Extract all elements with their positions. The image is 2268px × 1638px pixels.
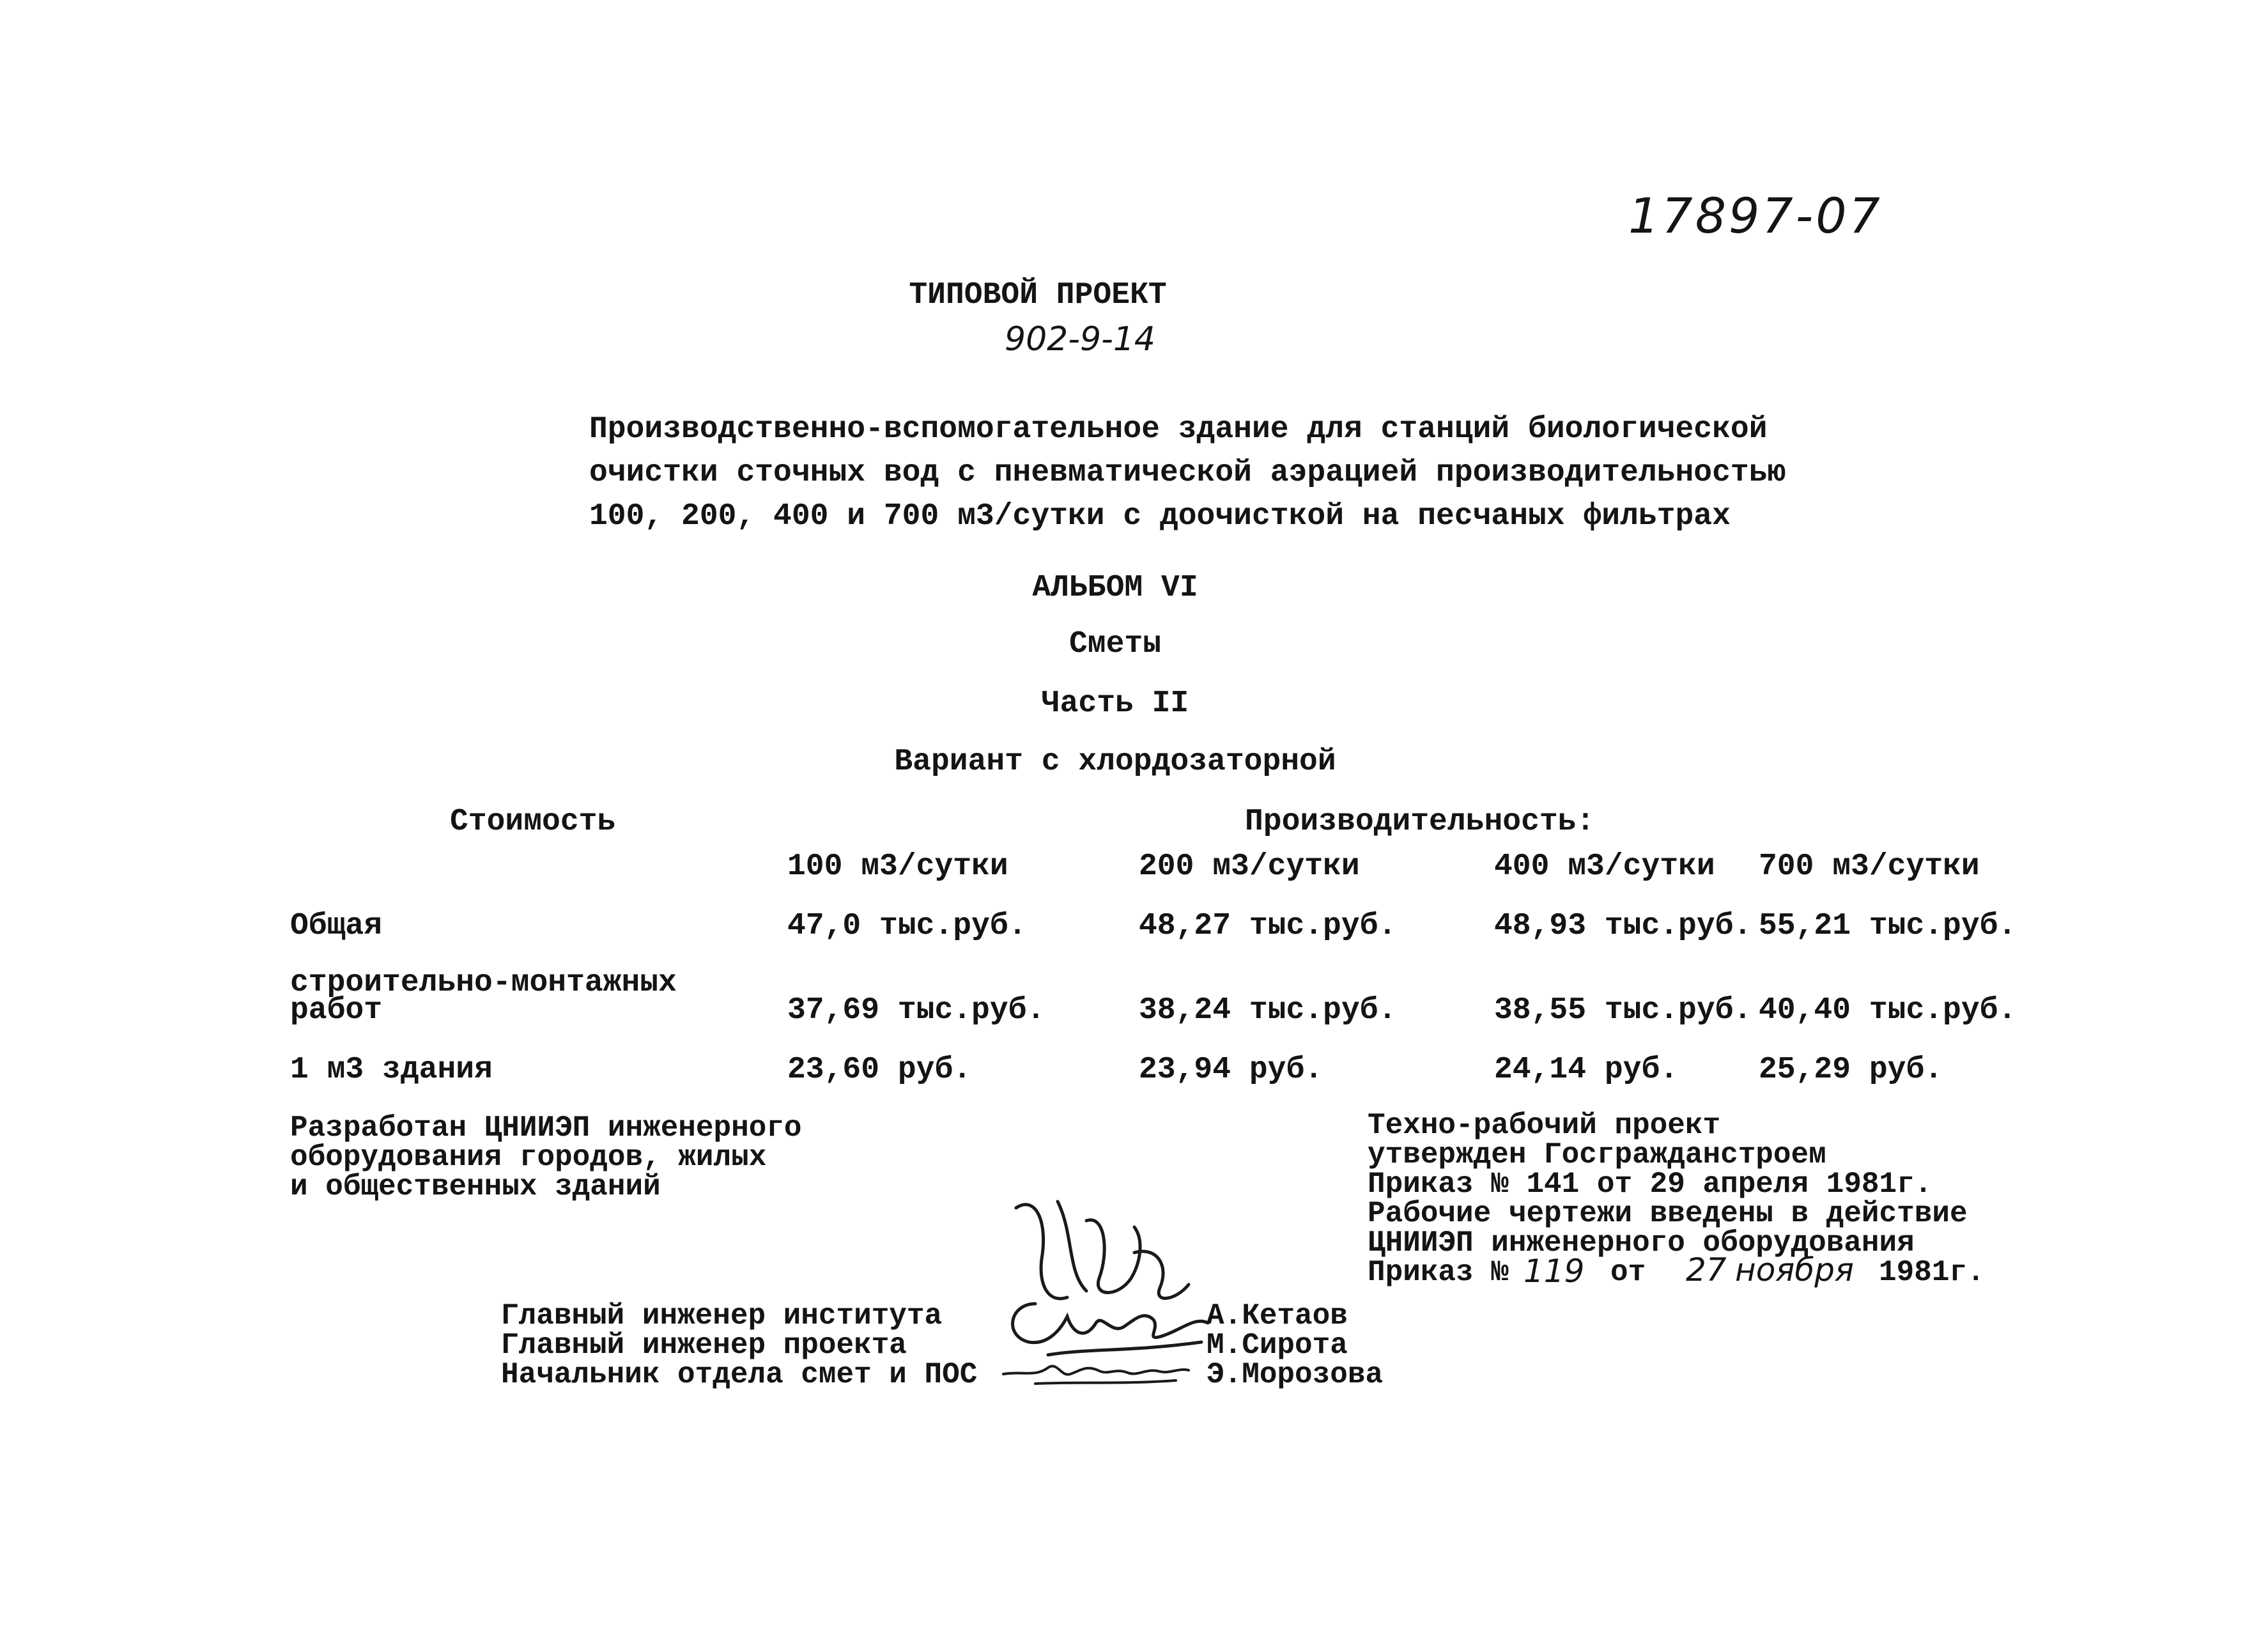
developed-by-line: и общественных зданий: [290, 1170, 661, 1203]
order-year: 1981г.: [1879, 1256, 1985, 1289]
capacity-200: 200 м3/сутки: [1139, 849, 1360, 884]
document-number: 17897-07: [1628, 187, 1883, 244]
table-cell: 40,40 тыс.руб.: [1759, 993, 2017, 1028]
row-label: 1 м3 здания: [290, 1053, 493, 1087]
approval-line: утвержден Госгражданстроем: [1368, 1138, 1826, 1171]
capacity-400: 400 м3/сутки: [1494, 849, 1715, 884]
developed-by-line: Разработан ЦНИИЭП инженерного: [290, 1111, 802, 1145]
signatory-name: М.Сирота: [1207, 1329, 1348, 1362]
signatory-name: Э.Морозова: [1207, 1358, 1384, 1391]
album-label: АЛЬБОМ VI: [1032, 571, 1198, 605]
cost-column-header: Стоимость: [450, 805, 616, 839]
capacity-header: Производительность:: [1245, 805, 1595, 839]
order-prefix: Приказ №: [1368, 1256, 1509, 1289]
capacity-700: 700 м3/сутки: [1759, 849, 1980, 884]
table-cell: 24,14 руб.: [1494, 1053, 1679, 1087]
row-label: строительно-монтажных: [290, 966, 677, 1000]
order-day: 27: [1686, 1251, 1727, 1288]
table-cell: 48,93 тыс.руб.: [1494, 909, 1752, 943]
table-cell: 47,0 тыс.руб.: [787, 909, 1027, 943]
approval-line: Приказ № 141 от 29 апреля 1981г.: [1368, 1168, 1932, 1201]
signature-head-estimates: [997, 1348, 1201, 1393]
order-from: от: [1610, 1256, 1646, 1289]
table-cell: 48,27 тыс.руб.: [1139, 909, 1397, 943]
row-label: работ: [290, 993, 383, 1028]
order-month: ноября: [1735, 1251, 1855, 1288]
table-cell: 25,29 руб.: [1759, 1053, 1943, 1087]
table-cell: 38,24 тыс.руб.: [1139, 993, 1397, 1028]
approval-line: ЦНИИЭП инженерного оборудования: [1368, 1226, 1915, 1260]
approval-line: Рабочие чертежи введены в действие: [1368, 1197, 1968, 1230]
approval-line: Техно-рабочий проект: [1368, 1109, 1721, 1142]
table-cell: 23,94 руб.: [1139, 1053, 1323, 1087]
developed-by-line: оборудования городов, жилых: [290, 1141, 767, 1174]
signatory-role: Главный инженер проекта: [501, 1329, 907, 1362]
project-title: ТИПОВОЙ ПРОЕКТ: [909, 278, 1167, 313]
signatory-name: А.Кетаов: [1207, 1299, 1348, 1333]
capacity-100: 100 м3/сутки: [787, 849, 1008, 884]
table-cell: 37,69 тыс.руб.: [787, 993, 1045, 1028]
order-number: 119: [1524, 1253, 1585, 1290]
description-line: Производственно-вспомогательное здание для станций биологической: [589, 412, 1768, 447]
table-cell: 55,21 тыс.руб.: [1759, 909, 2017, 943]
table-cell: 23,60 руб.: [787, 1053, 972, 1087]
project-number: 902-9-14: [1004, 320, 1156, 359]
section-label: Сметы: [1068, 627, 1162, 661]
signatory-role: Начальник отдела смет и ПОС: [501, 1358, 978, 1391]
description-line: 100, 200, 400 и 700 м3/сутки с доочисткой на песчаных фильтрах: [589, 499, 1731, 534]
part-label: Часть II: [1041, 686, 1189, 721]
table-cell: 38,55 тыс.руб.: [1494, 993, 1752, 1028]
signatory-role: Главный инженер института: [501, 1299, 943, 1333]
row-label: Общая: [290, 909, 383, 943]
variant-label: Вариант с хлордозаторной: [894, 745, 1336, 779]
description-line: очистки сточных вод с пневматической аэрацией производительностью: [589, 456, 1786, 490]
